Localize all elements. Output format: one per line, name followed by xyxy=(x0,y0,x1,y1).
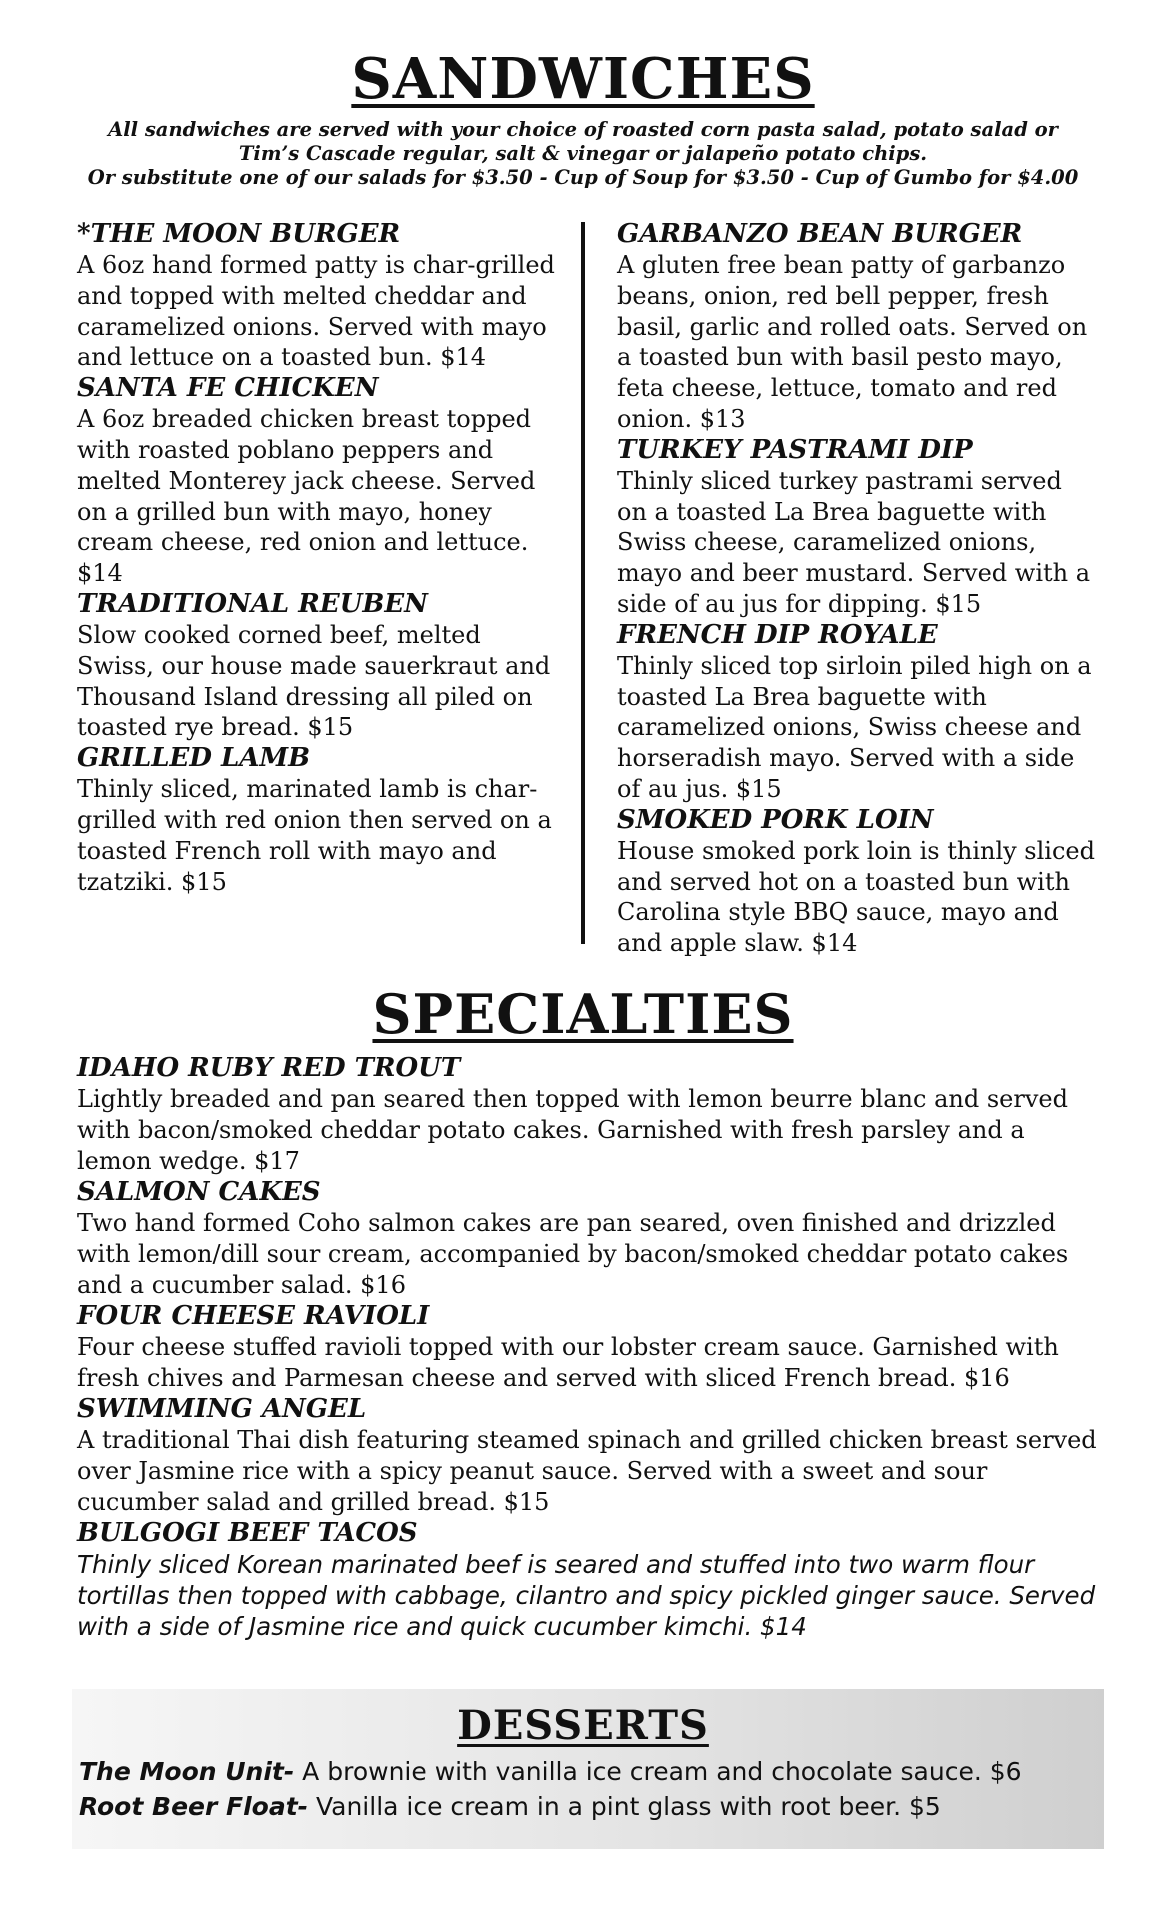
item-name: FOUR CHEESE RAVIOLI xyxy=(77,1301,430,1331)
dessert-name: Root Beer Float- xyxy=(79,1792,309,1821)
sandwiches-right-column xyxy=(617,219,1097,959)
item-name: SMOKED PORK LOIN xyxy=(617,804,934,835)
dessert-item xyxy=(79,1789,1099,1824)
item-description: Four cheese stuffed ravioli topped with our lobster cream sauce. Garnished with fresh chives and Parmesan cheese and served with sliced French bread. $16 xyxy=(77,1333,1059,1392)
item-name: IDAHO RUBY RED TROUT xyxy=(77,1053,461,1083)
dessert-description: Vanilla ice cream in a pint glass with root beer. $5 xyxy=(308,1792,941,1821)
item-name: GRILLED LAMB xyxy=(77,743,311,774)
specialties-list xyxy=(77,1053,1097,1642)
item-name: SANTA FE CHICKEN xyxy=(77,373,379,404)
item-description: Two hand formed Coho salmon cakes are pan seared, oven finished and drizzled with lemon/dill sour cream, accompanied by bacon/smoked cheddar potato cakes and a cucumber salad. $16 xyxy=(77,1209,1069,1299)
menu-item xyxy=(617,805,1097,959)
menu-item xyxy=(617,620,1097,805)
item-description: House smoked pork loin is thinly sliced and served hot on a toasted bun with Carolina style BBQ sauce, mayo and and apple slaw. $14 xyxy=(617,836,1095,958)
item-name: TURKEY PASTRAMI DIP xyxy=(617,434,973,465)
sandwich-note-line: All sandwiches are served with your choice of roasted corn pasta salad, potato salad or xyxy=(108,118,1058,141)
desserts-heading: DESSERTS xyxy=(457,1702,709,1749)
menu-item xyxy=(77,219,557,373)
item-name: SALMON CAKES xyxy=(77,1177,321,1207)
item-description: Thinly sliced top sirloin piled high on a toasted La Brea baguette with caramelized onions, Swiss cheese and horseradish mayo. Served with a side of au jus. $15 xyxy=(617,651,1092,803)
menu-item xyxy=(617,435,1097,620)
sandwich-notes xyxy=(60,118,1106,190)
item-description: A gluten free bean patty of garbanzo beans, onion, red bell pepper, fresh basil, garlic and rolled oats. Served on a toasted bun with basil pesto mayo, feta cheese, lettuce, tomato and red onion. $13 xyxy=(617,251,1088,433)
menu-item xyxy=(77,373,557,589)
item-description: A traditional Thai dish featuring steamed spinach and grilled chicken breast served over Jasmine rice with a spicy peanut sauce. Served with a sweet and sour cucumber salad and grilled bread. $15 xyxy=(77,1426,1097,1516)
item-description: Lightly breaded and pan seared then topped with lemon beurre blanc and served with bacon/smoked cheddar potato cakes. Garnished with fresh parsley and a lemon wedge. $17 xyxy=(77,1085,1068,1175)
item-description: Slow cooked corned beef, melted Swiss, our house made sauerkraut and Thousand Island dressing all piled on toasted rye bread. $15 xyxy=(77,620,551,742)
item-name: BULGOGI BEEF TACOS xyxy=(77,1518,418,1548)
menu-item xyxy=(77,1177,1097,1301)
column-divider xyxy=(581,222,585,944)
menu-item xyxy=(77,1053,1097,1177)
dessert-item xyxy=(79,1754,1099,1789)
sandwich-note-line: Or substitute one of our salads for $3.50 - Cup of Soup for $3.50 - Cup of Gumbo for $4.00 xyxy=(87,166,1079,189)
menu-item xyxy=(77,1301,1097,1394)
item-name: GARBANZO BEAN BURGER xyxy=(617,219,1023,249)
sandwiches-heading: SANDWICHES xyxy=(351,46,815,112)
menu-item xyxy=(77,1394,1097,1518)
menu-item xyxy=(77,1518,1097,1642)
menu-item xyxy=(77,743,557,897)
dessert-description: A brownie with vanilla ice cream and chocolate sauce. $6 xyxy=(294,1757,1022,1786)
sandwiches-left-column xyxy=(77,219,557,897)
specialties-heading: SPECIALTIES xyxy=(372,982,794,1046)
desserts-list xyxy=(79,1754,1099,1824)
menu-item xyxy=(77,589,557,743)
item-description: A 6oz breaded chicken breast topped with roasted poblano peppers and melted Monterey jack cheese. Served on a grilled bun with mayo, honey cream cheese, red onion and lettuce. $14 xyxy=(77,405,536,588)
sandwich-note-line: Tim’s Cascade regular, salt & vinegar or jalapeño potato chips. xyxy=(238,142,928,165)
item-description: A 6oz hand formed patty is char-grilled and topped with melted cheddar and caramelized onions. Served with mayo and lettuce on a toasted bun. $14 xyxy=(77,251,555,372)
item-name: FRENCH DIP ROYALE xyxy=(617,619,938,650)
item-description: Thinly sliced turkey pastrami served on a toasted La Brea baguette with Swiss cheese, caramelized onions, mayo and beer mustard. Served with a side of au jus for dipping. $15 xyxy=(617,466,1091,618)
item-name: TRADITIONAL REUBEN xyxy=(77,588,428,619)
menu-item xyxy=(617,219,1097,435)
item-name: SWIMMING ANGEL xyxy=(77,1394,367,1424)
dessert-name: The Moon Unit- xyxy=(79,1757,295,1786)
item-description: Thinly sliced, marinated lamb is char-grilled with red onion then served on a toasted French roll with mayo and tzatziki. $15 xyxy=(77,775,552,896)
item-description: Thinly sliced Korean marinated beef is seared and stuffed into two warm flour tortillas then topped with cabbage, cilantro and spicy pickled ginger sauce. Served with a side of Jasmine rice and quick cucumber kimchi. $14 xyxy=(77,1550,1096,1641)
item-name: *THE MOON BURGER xyxy=(77,219,401,249)
